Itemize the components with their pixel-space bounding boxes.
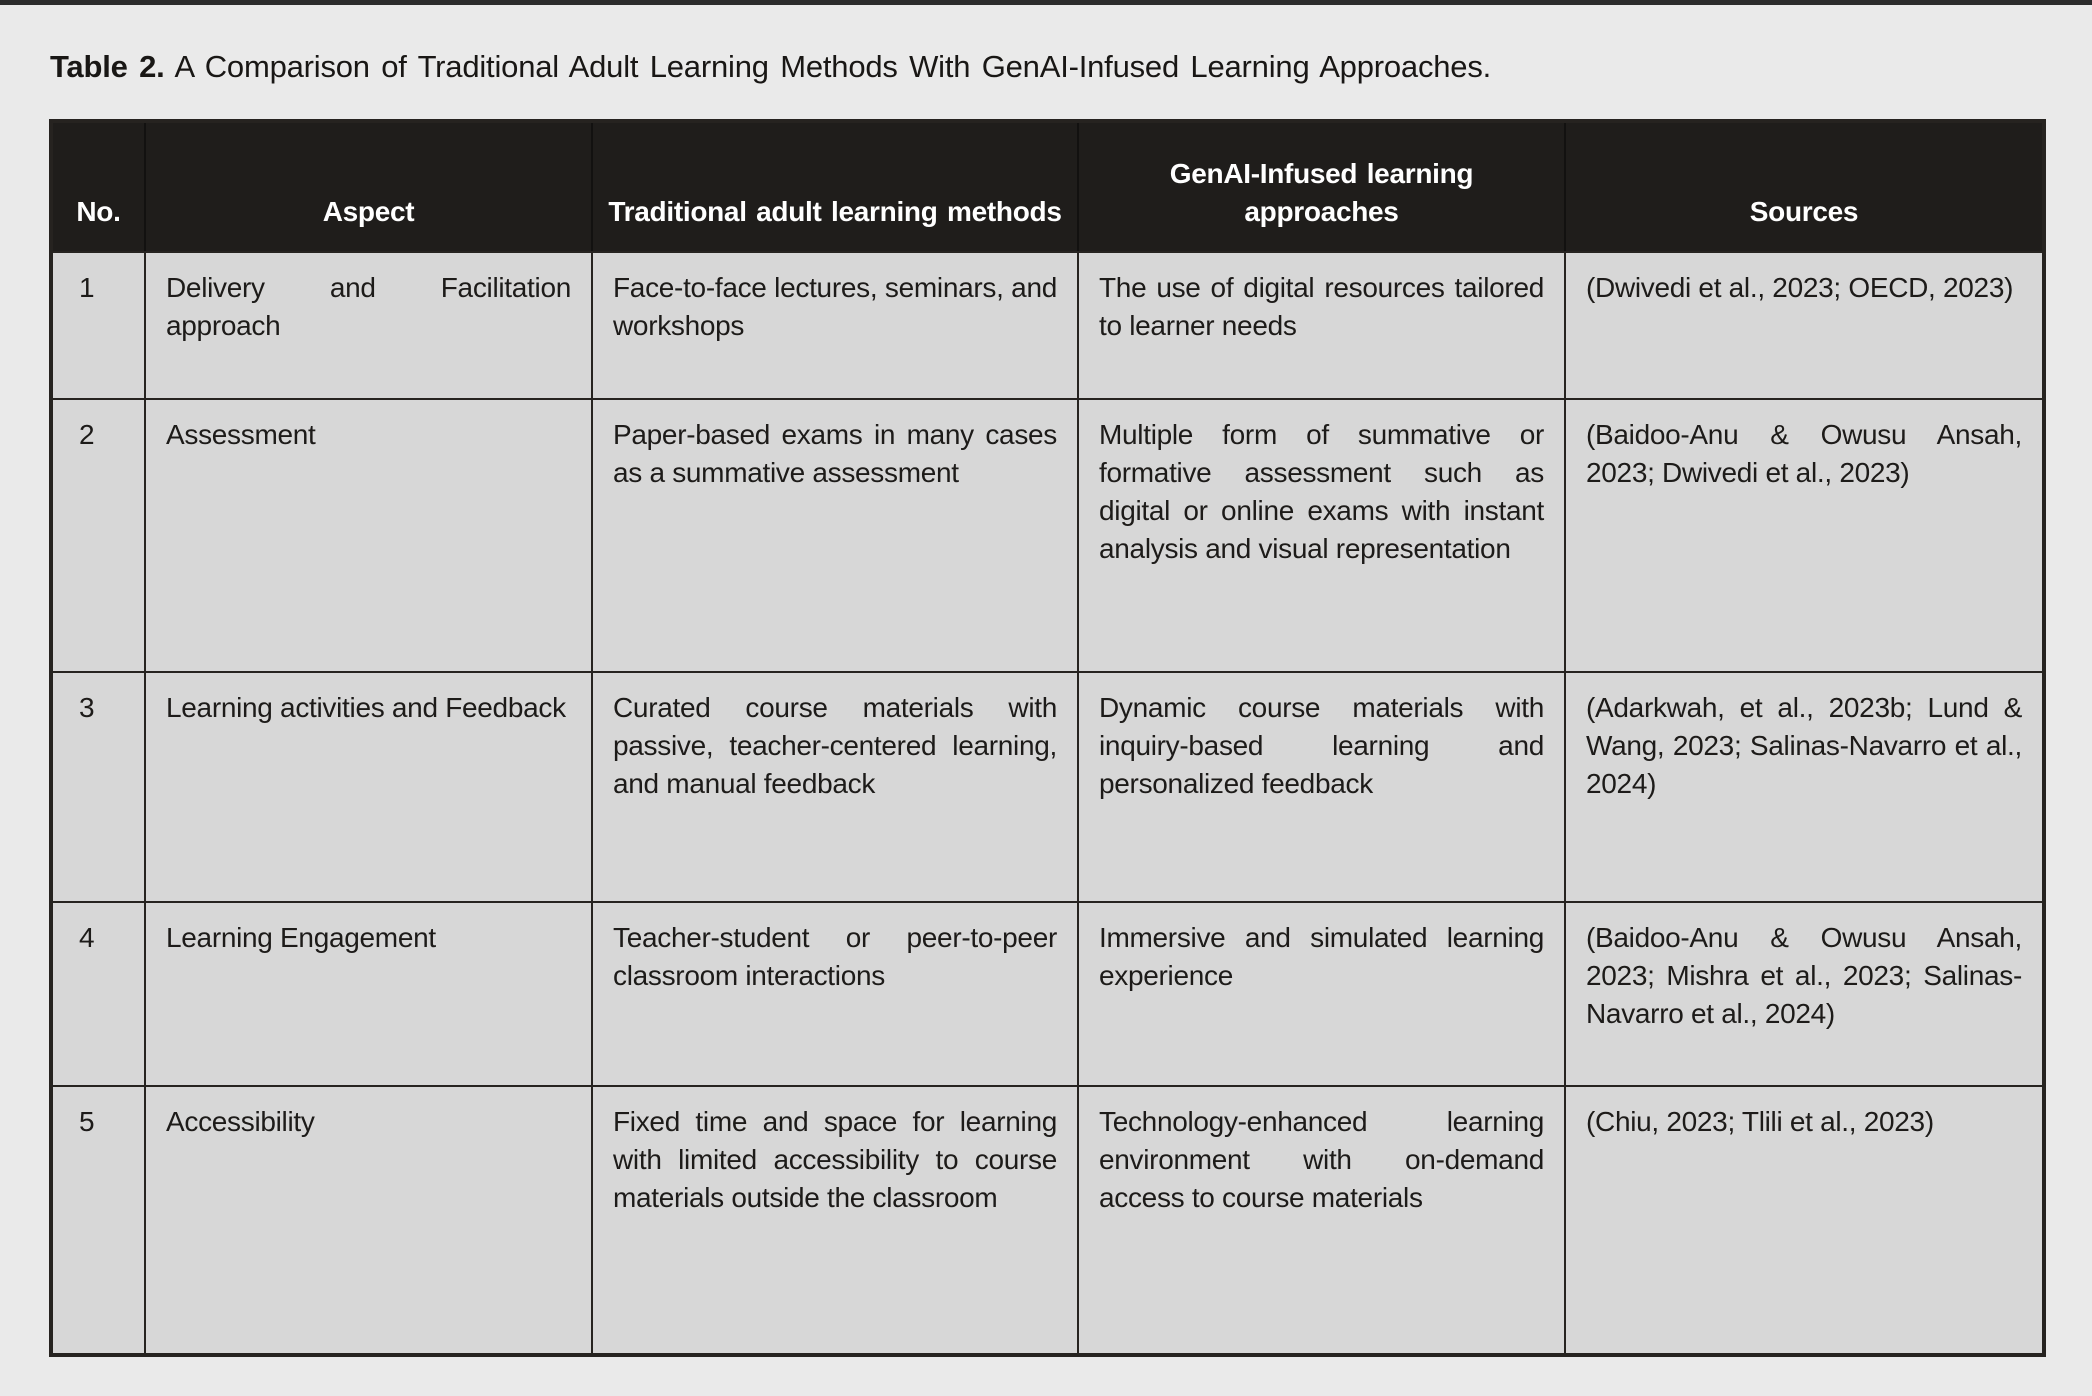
table-caption xyxy=(50,47,2052,87)
col-header-no: No. xyxy=(51,121,145,252)
col-header-aspect: Aspect xyxy=(145,121,592,252)
cell-genai: The use of digital resources tailored to learner needs xyxy=(1078,252,1565,399)
cell-no: 5 xyxy=(51,1086,145,1355)
header-row xyxy=(51,121,2044,252)
cell-traditional: Fixed time and space for learning with limited accessibility to course materials outside the classroom xyxy=(592,1086,1078,1355)
table-row xyxy=(51,252,2044,399)
cell-aspect: Learning Engagement xyxy=(145,902,592,1086)
cell-aspect: Assessment xyxy=(145,399,592,672)
cell-aspect: Learning activities and Feedback xyxy=(145,672,592,902)
cell-traditional: Curated course materials with passive, teacher-centered learning, and manual feedback xyxy=(592,672,1078,902)
col-header-sources: Sources xyxy=(1565,121,2044,252)
comparison-table xyxy=(49,119,2046,1357)
cell-traditional: Face-to-face lectures, seminars, and workshops xyxy=(592,252,1078,399)
cell-no: 2 xyxy=(51,399,145,672)
cell-genai: Technology-enhanced learning environment with on-demand access to course materials xyxy=(1078,1086,1565,1355)
table-caption-label: Table 2. xyxy=(50,49,165,84)
cell-no: 3 xyxy=(51,672,145,902)
cell-aspect: Delivery and Facilitation approach xyxy=(145,252,592,399)
cell-no: 4 xyxy=(51,902,145,1086)
table-caption-text: A Comparison of Traditional Adult Learning Methods With GenAI-Infused Learning Approaches. xyxy=(174,49,1492,84)
cell-sources: (Baidoo-Anu & Owusu Ansah, 2023; Mishra et al., 2023; Salinas-Navarro et al., 2024) xyxy=(1565,902,2044,1086)
col-header-genai: GenAI-Infused learning approaches xyxy=(1078,121,1565,252)
cell-genai: Immersive and simulated learning experience xyxy=(1078,902,1565,1086)
cell-genai: Multiple form of summative or formative assessment such as digital or online exams with instant analysis and visual representation xyxy=(1078,399,1565,672)
col-header-traditional: Traditional adult learning methods xyxy=(592,121,1078,252)
cell-no: 1 xyxy=(51,252,145,399)
cell-sources: (Adarkwah, et al., 2023b; Lund & Wang, 2023; Salinas-Navarro et al., 2024) xyxy=(1565,672,2044,902)
cell-traditional: Teacher-student or peer-to-peer classroom interactions xyxy=(592,902,1078,1086)
cell-traditional: Paper-based exams in many cases as a summative assessment xyxy=(592,399,1078,672)
table-row xyxy=(51,399,2044,672)
cell-aspect: Accessibility xyxy=(145,1086,592,1355)
cell-sources: (Dwivedi et al., 2023; OECD, 2023) xyxy=(1565,252,2044,399)
cell-sources: (Baidoo-Anu & Owusu Ansah, 2023; Dwivedi et al., 2023) xyxy=(1565,399,2044,672)
table-row xyxy=(51,1086,2044,1355)
page-top-edge xyxy=(0,0,2092,5)
cell-genai: Dynamic course materials with inquiry-based learning and personalized feedback xyxy=(1078,672,1565,902)
table-row xyxy=(51,902,2044,1086)
table-row xyxy=(51,672,2044,902)
cell-sources: (Chiu, 2023; Tlili et al., 2023) xyxy=(1565,1086,2044,1355)
